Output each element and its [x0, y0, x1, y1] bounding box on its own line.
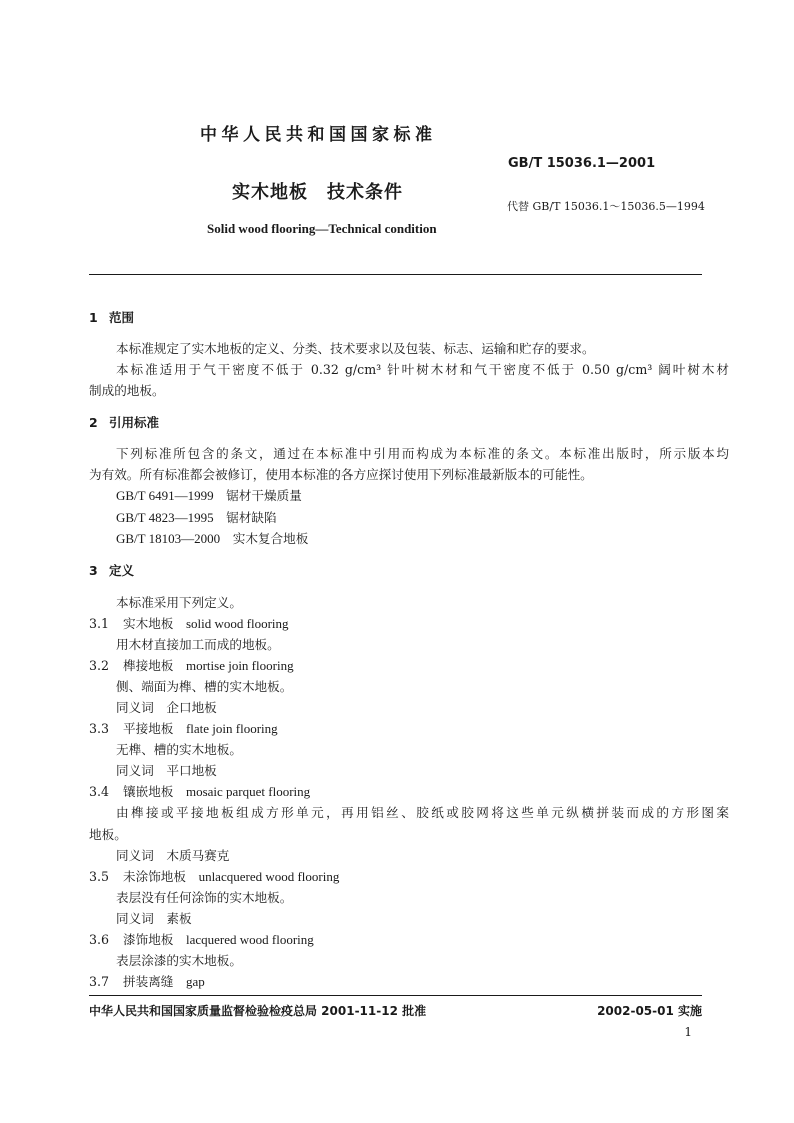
- paragraph: 本标准适用于气干密度不低于 0.32 g/cm³ 针叶树木材和气干密度不低于 0.50 g/cm³ 阔叶树木材: [116, 362, 729, 377]
- term-definition: 表层没有任何涂饰的实木地板。: [116, 890, 293, 905]
- paragraph: 本标准采用下列定义。: [116, 595, 242, 610]
- header-divider: [89, 274, 702, 275]
- term-heading: 3.5 未涂饰地板 unlacquered wood flooring: [89, 869, 340, 884]
- paragraph-continuation: 制成的地板。: [89, 383, 165, 398]
- term-definition: 侧、端面为榫、槽的实木地板。: [116, 679, 293, 694]
- replaces-note: 代替 GB/T 15036.1～15036.5—1994: [507, 200, 705, 213]
- term-definition-continuation: 地板。: [89, 827, 127, 842]
- term-heading: 3.1 实木地板 solid wood flooring: [89, 616, 289, 631]
- term-synonym: 同义词 平口地板: [116, 763, 217, 778]
- paragraph: 本标准规定了实木地板的定义、分类、技术要求以及包装、标志、运输和贮存的要求。: [116, 341, 595, 356]
- paragraph-continuation: 为有效。所有标准都会被修订，使用本标准的各方应探讨使用下列标准最新版本的可能性。: [89, 467, 593, 482]
- term-heading: 3.7 拼装离缝 gap: [89, 974, 205, 989]
- term-definition: 用木材直接加工而成的地板。: [116, 637, 280, 652]
- term-heading: 3.2 榫接地板 mortise join flooring: [89, 658, 294, 673]
- term-synonym: 同义词 木质马赛克: [116, 848, 230, 863]
- reference-item: GB/T 18103—2000 实木复合地板: [116, 531, 309, 546]
- paragraph: 下列标准所包含的条文，通过在本标准中引用而构成为本标准的条文。本标准出版时，所示版本均: [116, 446, 729, 461]
- term-heading: 3.3 平接地板 flate join flooring: [89, 721, 278, 736]
- section-heading-definitions: 3 定义: [89, 563, 135, 578]
- document-title: 实木地板 技术条件: [232, 182, 403, 203]
- term-heading: 3.6 漆饰地板 lacquered wood flooring: [89, 932, 314, 947]
- term-heading: 3.4 镶嵌地板 mosaic parquet flooring: [89, 784, 311, 799]
- english-title: Solid wood flooring—Technical condition: [207, 221, 437, 236]
- reference-item: GB/T 4823—1995 锯材缺陷: [116, 510, 277, 525]
- approval-statement: 中华人民共和国国家质量监督检验检疫总局 2001-11-12 批准: [89, 1004, 427, 1018]
- page-number: 1: [684, 1025, 692, 1039]
- term-synonym: 同义词 企口地板: [116, 700, 217, 715]
- term-synonym: 同义词 素板: [116, 911, 192, 926]
- reference-item: GB/T 6491—1999 锯材干燥质量: [116, 488, 302, 503]
- term-definition: 表层涂漆的实木地板。: [116, 953, 242, 968]
- footer-divider: [89, 995, 702, 996]
- section-heading-scope: 1 范围: [89, 310, 135, 325]
- section-heading-references: 2 引用标准: [89, 415, 160, 430]
- national-standard-heading: 中华人民共和国国家标准: [200, 125, 437, 145]
- implementation-date: 2002-05-01 实施: [597, 1004, 702, 1018]
- standard-number: GB/T 15036.1—2001: [508, 156, 656, 171]
- term-definition: 由榫接或平接地板组成方形单元，再用铝丝、胶纸或胶网将这些单元纵横拼装而成的方形图案: [116, 805, 729, 820]
- term-definition: 无榫、槽的实木地板。: [116, 742, 242, 757]
